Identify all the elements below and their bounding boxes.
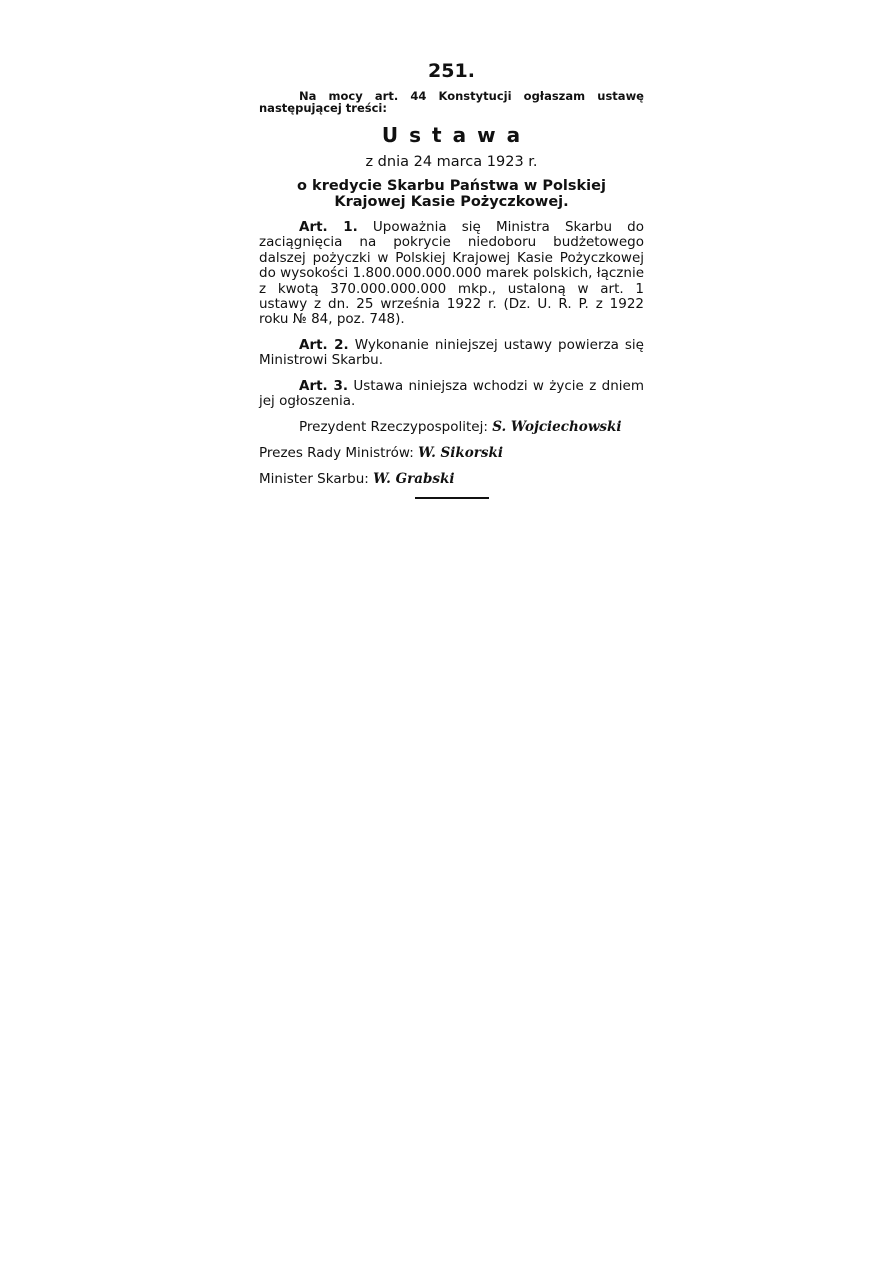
signature-prime-minister-name: W. Sikorski (418, 445, 503, 462)
act-subject: o kredycie Skarbu Państwa w Polskiej Krajowej Kasie Pożyczkowej. (297, 178, 606, 210)
signature-prime-minister-role: Prezes Rady Ministrów: (259, 445, 414, 462)
signature-president-role: Prezydent Rzeczypospolitej: (299, 419, 488, 436)
article-2-label: Art. 2. (299, 336, 349, 353)
signature-president-name: S. Wojciechowski (492, 419, 622, 436)
article-3 (259, 379, 644, 410)
article-3-text: Ustawa niniejsza wchodzi w życie z dniem jej ogłoszenia. (259, 377, 644, 410)
document-column (259, 58, 644, 499)
act-date: z dnia 24 marca 1923 r. (365, 154, 538, 170)
article-1-label: Art. 1. (299, 219, 358, 235)
signature-treasury-minister (259, 471, 644, 487)
closing-rule (415, 497, 489, 499)
page-number: 251. (428, 60, 475, 82)
signature-treasury-minister-name: W. Grabski (373, 471, 455, 488)
signature-treasury-minister-role: Minister Skarbu: (259, 471, 369, 488)
promulgation-intro: Na mocy art. 44 Konstytucji ogłaszam ustawę następującej treści: (259, 89, 644, 115)
signature-president (259, 419, 644, 435)
article-1 (259, 220, 644, 328)
article-2 (259, 338, 644, 369)
signature-prime-minister (259, 445, 644, 461)
article-3-label: Art. 3. (299, 377, 348, 394)
article-2-text: Wykonanie niniejszej ustawy powierza się Ministrowi Skarbu. (259, 336, 644, 369)
act-title: Ustawa (381, 123, 532, 147)
article-1-text: Upoważnia się Ministra Skarbu do zaciągnięcia na pokrycie niedoboru budżetowego dalszej pożyczki w Polskiej Krajowej Kasie Pożyczkowej do wysokości 1.800.000.000.000 marek polskich, łącznie z kwotą 370.000.000.000 mkp., ustaloną w art. 1 ustawy z dn. 25 września 1922 r. (Dz. U. R. P. z 1922 roku № 84, poz. 748). (259, 219, 644, 328)
